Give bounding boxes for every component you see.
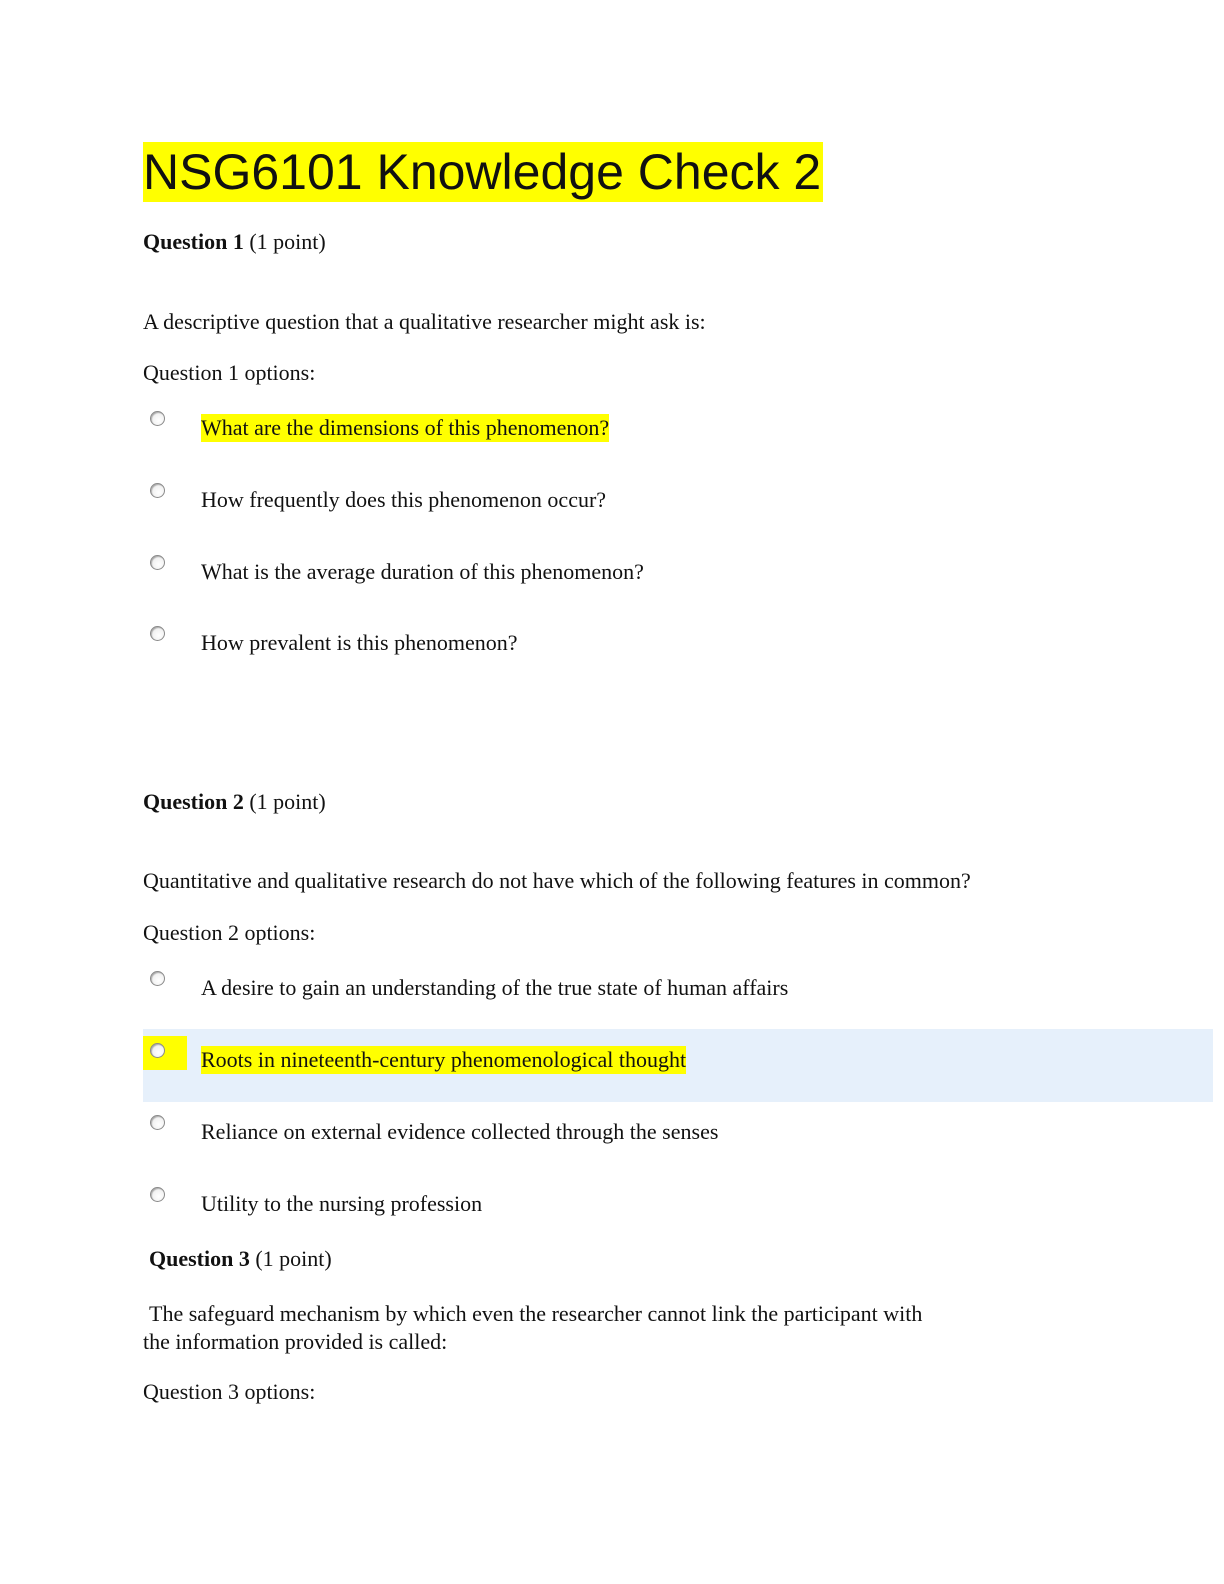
q1-option-2-label[interactable]: How frequently does this phenomenon occur? <box>201 487 607 512</box>
question-2-label: Question 2 <box>143 789 244 814</box>
q2-option-1-label[interactable]: A desire to gain an understanding of the true state of human affairs <box>201 975 789 1000</box>
q2-option-4-label[interactable]: Utility to the nursing profession <box>201 1191 483 1216</box>
question-1-label: Question 1 <box>143 229 244 254</box>
radio-q2-option-1[interactable] <box>150 971 165 986</box>
radio-q2-option-2[interactable] <box>150 1043 165 1058</box>
radio-q1-option-3[interactable] <box>150 555 165 570</box>
question-2-options-label: Question 2 options: <box>143 920 316 945</box>
question-1-options-label: Question 1 options: <box>143 360 316 385</box>
question-1-text: A descriptive question that a qualitative researcher might ask is: <box>143 309 706 334</box>
question-1-header <box>143 228 326 256</box>
question-3-text-line-1: The safeguard mechanism by which even the researcher cannot link the participant with <box>149 1301 923 1326</box>
radio-q1-option-1[interactable] <box>150 411 165 426</box>
q1-option-1-label[interactable]: What are the dimensions of this phenomenon? <box>201 415 610 440</box>
question-3-text-line-2: the information provided is called: <box>143 1329 448 1354</box>
question-2-header <box>143 788 326 816</box>
question-3-points: (1 point) <box>255 1246 332 1271</box>
question-2-text: Quantitative and qualitative research do not have which of the following features in common? <box>143 868 971 893</box>
radio-q1-option-2[interactable] <box>150 483 165 498</box>
radio-q1-option-4[interactable] <box>150 626 165 641</box>
q1-option-4-label[interactable]: How prevalent is this phenomenon? <box>201 630 518 655</box>
q2-option-3-label[interactable]: Reliance on external evidence collected through the senses <box>201 1119 719 1144</box>
question-3-header <box>149 1245 332 1273</box>
question-2-points: (1 point) <box>249 789 326 814</box>
page-title: NSG6101 Knowledge Check 2 <box>143 144 822 200</box>
question-3-options-label: Question 3 options: <box>143 1379 316 1404</box>
question-3-label: Question 3 <box>149 1246 250 1271</box>
q1-option-3-label[interactable]: What is the average duration of this phenomenon? <box>201 559 644 584</box>
radio-q2-option-3[interactable] <box>150 1115 165 1130</box>
radio-q2-option-4[interactable] <box>150 1187 165 1202</box>
q2-option-2-label[interactable]: Roots in nineteenth-century phenomenological thought <box>201 1047 687 1072</box>
question-1-points: (1 point) <box>249 229 326 254</box>
